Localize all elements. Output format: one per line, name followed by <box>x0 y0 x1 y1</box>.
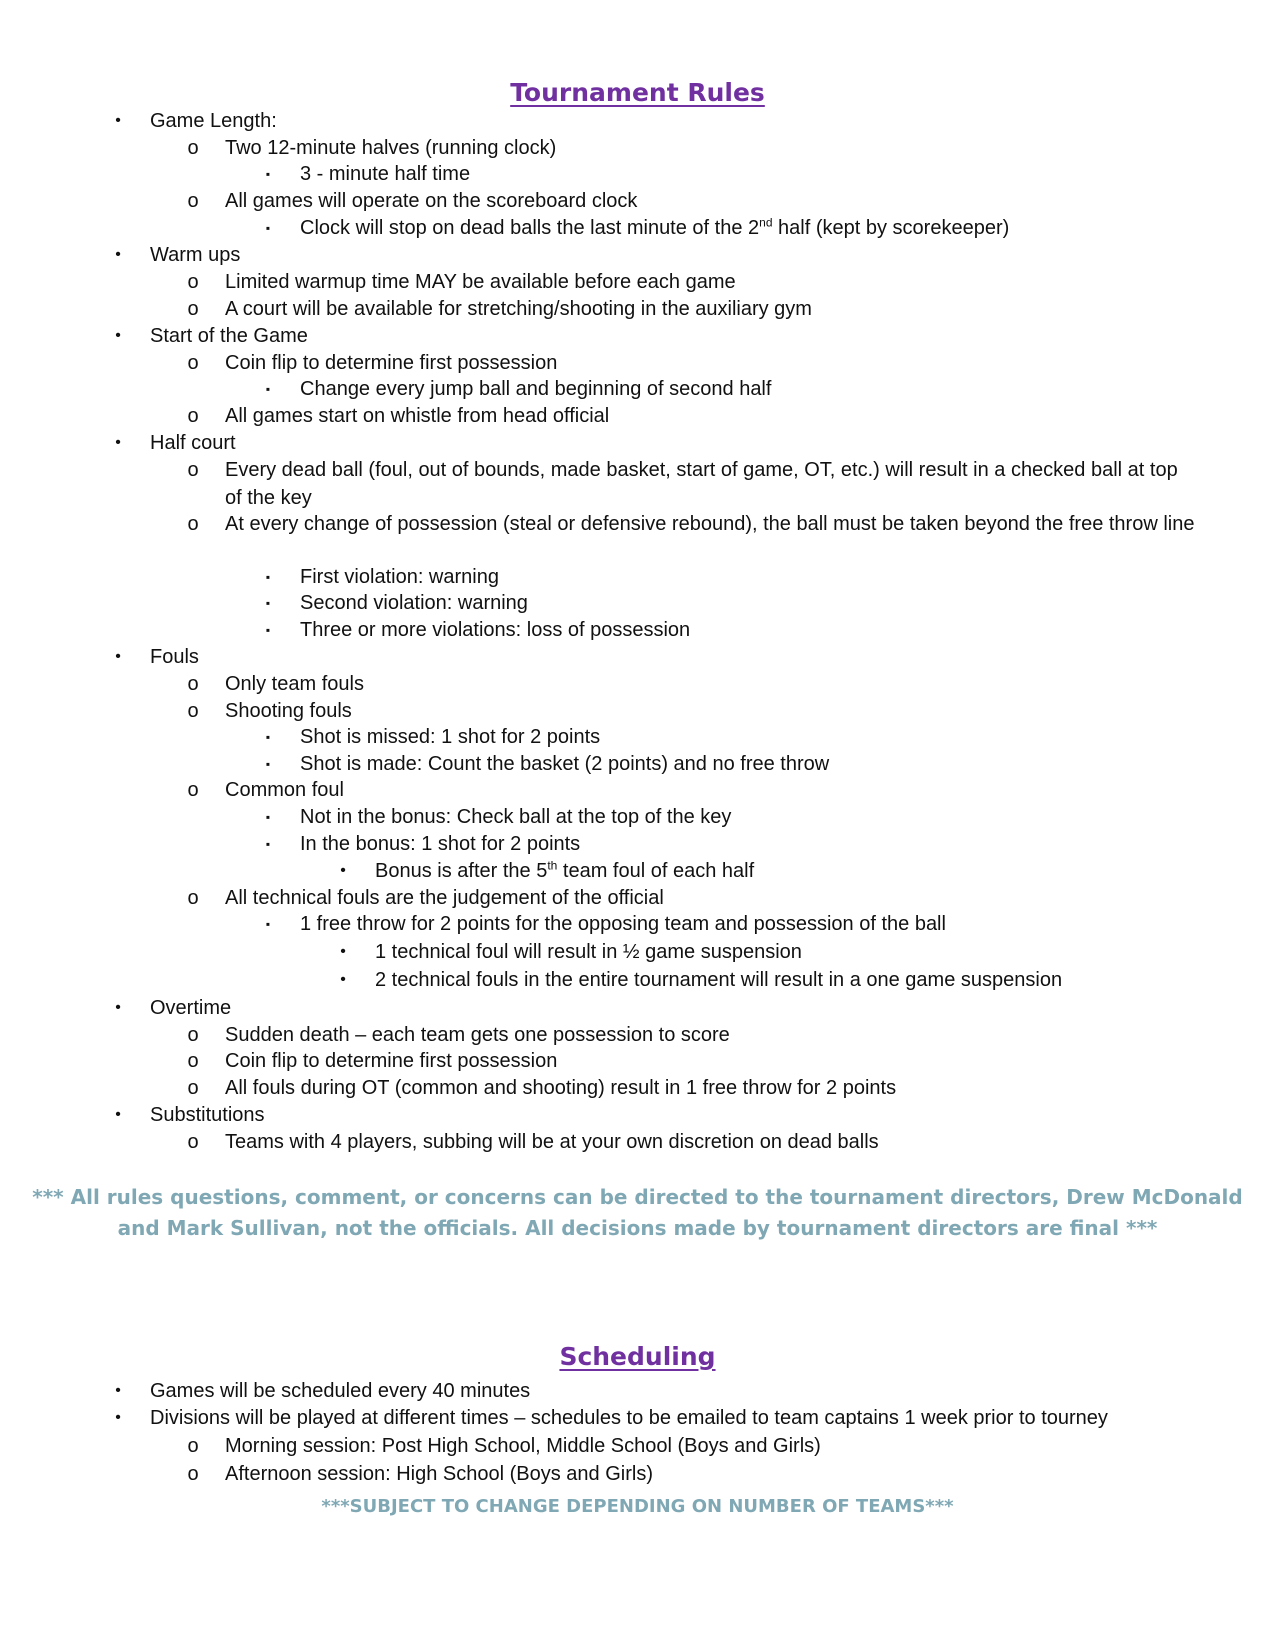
bullet-icon: • <box>340 943 346 960</box>
circle-bullet-icon: o <box>187 1435 199 1457</box>
bullet-icon: • <box>340 862 346 879</box>
square-bullet-icon: ▪ <box>265 757 271 771</box>
bullet-icon: • <box>115 1382 121 1399</box>
circle-bullet-icon: o <box>187 700 199 722</box>
scheduling-title: Scheduling <box>559 1342 716 1371</box>
circle-bullet-icon: o <box>187 459 199 481</box>
circle-bullet-icon: o <box>187 137 199 159</box>
bullet-icon: • <box>115 648 121 665</box>
circle-bullet-icon: o <box>187 1024 199 1046</box>
square-bullet-icon: ▪ <box>265 167 271 181</box>
square-bullet-icon: ▪ <box>265 382 271 396</box>
circle-bullet-icon: o <box>187 779 199 801</box>
circle-bullet-icon: o <box>187 887 199 909</box>
square-bullet-icon: ▪ <box>265 570 271 584</box>
circle-bullet-icon: o <box>187 298 199 320</box>
bullet-icon: • <box>340 971 346 988</box>
circle-bullet-icon: o <box>187 1050 199 1072</box>
circle-bullet-icon: o <box>187 1131 199 1153</box>
bullet-icon: • <box>115 327 121 344</box>
bullet-icon: • <box>115 999 121 1016</box>
directors-note-line-2: and Mark Sullivan, not the officials. All decisions made by tournament directors are final *** <box>117 1216 1158 1240</box>
tournament-rules-title: Tournament Rules <box>510 78 765 107</box>
bullet-icon: • <box>115 434 121 451</box>
bullet-icon: • <box>115 1409 121 1426</box>
square-bullet-icon: ▪ <box>265 917 271 931</box>
document-page: Tournament Rules • Game Length: o Two 12-minute halves (running clock) ▪ 3 - minute half time o All games will operate on the scoreboard clock ▪ Clock will stop on dead balls the last minute of the 2nd half (kept by scorekeeper) • Warm ups o Limited warmup time MAY be available before each game o A court will be available for stretching/shooting in the auxiliary gym • Start of the Game o Coin flip to determine first possession ▪ Change every jump ball and beginning of second half o All games start on whistle from head official • Half court o Every dead ball (foul, out of bounds, made basket, start of game, OT, etc.) will result in a checked ball at top of the key o At every change of possession (steal or defensive rebound), the ball must be taken beyond the free throw line ▪ First violation: warning ▪ Second violation: warning ▪ Three or more violations: loss of possession • Fouls o Only team fouls o Shooting fouls ▪ Shot is missed: 1 shot for 2 points ▪ Shot is made: Count the basket (2 points) and no free throw o Common foul ▪ Not in the bonus: Check ball at the top of the key ▪ In the bonus: 1 shot for 2 points • Bonus is after the 5th team foul of each half o All technical fouls are the judgement of the official ▪ 1 free throw for 2 points for the opposing team and possession of the ball • 1 technical foul will result in ½ game suspension • 2 technical fouls in the entire tournament will result in a one game suspension • Overtime o Sudden death – each team gets one possession to score o Coin flip to determine first possession o All fouls during OT (common and shooting) result in 1 free throw for 2 points • Substitutions o Teams with 4 players, subbing will be at your own discretion on dead balls *** All rules questions, comment, or concerns can be directed to the tournament directors, Drew McDonald and Mark Sullivan, not the officials. All decisions made by tournament directors are final *** Scheduling • Games will be scheduled every 40 minutes • Divisions will be played at different times – schedules to be emailed to team captains 1 week prior to tourney o Morning session: Post High School, Middle School (Boys and Girls) o Afternoon session: High School (Boys and Girls) ***SUBJECT TO CHANGE DEPENDING ON NUMBER OF TEAMS*** <box>0 0 1275 1650</box>
circle-bullet-icon: o <box>187 673 199 695</box>
circle-bullet-icon: o <box>187 1077 199 1099</box>
bullet-icon: • <box>115 246 121 263</box>
square-bullet-icon: ▪ <box>265 596 271 610</box>
circle-bullet-icon: o <box>187 1463 199 1485</box>
circle-bullet-icon: o <box>187 405 199 427</box>
circle-bullet-icon: o <box>187 352 199 374</box>
square-bullet-icon: ▪ <box>265 730 271 744</box>
subject-to-change-note: ***SUBJECT TO CHANGE DEPENDING ON NUMBER OF TEAMS*** <box>321 1496 954 1517</box>
circle-bullet-icon: o <box>187 513 199 535</box>
directors-note-line-1: *** All rules questions, comment, or concerns can be directed to the tournament directors, Drew McDonald <box>32 1185 1243 1209</box>
square-bullet-icon: ▪ <box>265 623 271 637</box>
square-bullet-icon: ▪ <box>265 221 271 235</box>
square-bullet-icon: ▪ <box>265 810 271 824</box>
square-bullet-icon: ▪ <box>265 837 271 851</box>
circle-bullet-icon: o <box>187 271 199 293</box>
circle-bullet-icon: o <box>187 190 199 212</box>
bullet-icon: • <box>115 1106 121 1123</box>
bullet-icon: • <box>115 112 121 129</box>
